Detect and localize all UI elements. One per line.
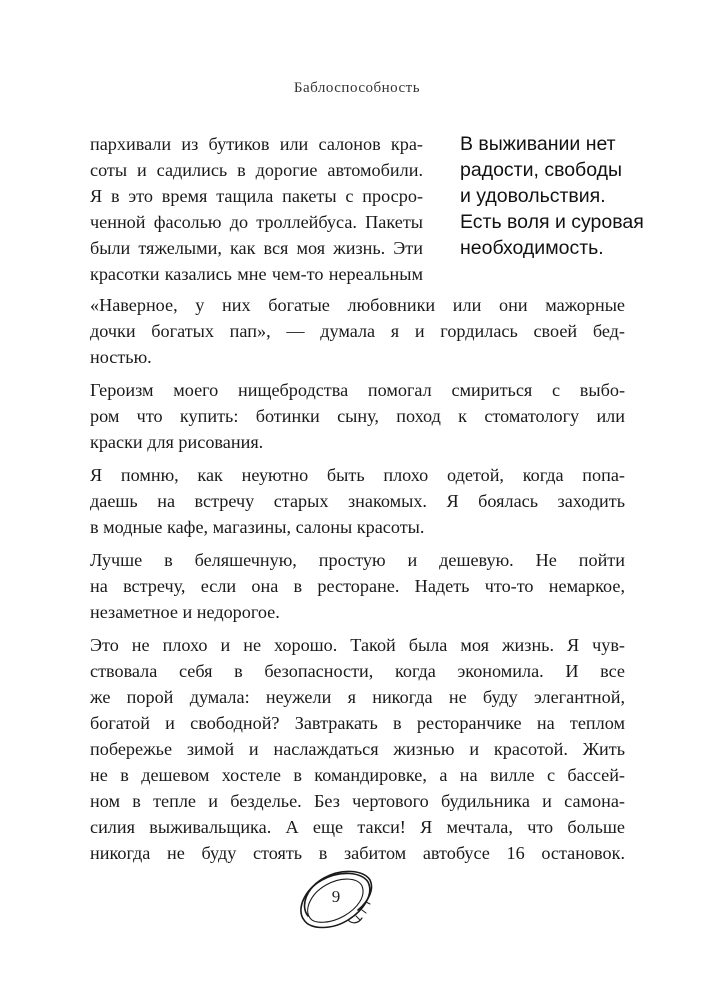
text-line: ченной фасолью до троллейбуса. Пакеты (90, 212, 423, 232)
text-line: «Наверное, у них богатые любовники или они мажорные (90, 295, 625, 315)
text-line: никогда не буду стоять в забитом автобусе 16 остановок. (90, 843, 625, 863)
paragraph-5 (90, 547, 625, 625)
pull-quote-line: и удовольствия. (460, 185, 606, 207)
text-line: ностью. (90, 347, 152, 367)
text-line: Я помню, как неуютно быть плохо одетой, когда попа- (90, 465, 625, 485)
text-line: ствовала себя в безопасности, когда экономила. И все (90, 661, 625, 681)
paragraph-6 (90, 632, 625, 866)
pull-quote-line: радости, свободы (460, 159, 623, 181)
text-line: Я в это время тащила пакеты с просро- (90, 186, 423, 206)
text-line: пархивали из бутиков или салонов кра- (90, 134, 423, 154)
text-line: соты и садились в дорогие автомобили. (90, 160, 423, 180)
text-line: красотки казались мне чем-то нереальным (90, 264, 423, 284)
pull-quote (460, 131, 680, 261)
text-line: даешь на встречу старых знакомых. Я боялась заходить (90, 491, 625, 511)
text-line: богатой и свободной? Завтракать в ресторанчике на теплом (90, 713, 625, 733)
paragraph-1 (90, 131, 423, 287)
text-line: в модные кафе, магазины, салоны красоты. (90, 517, 425, 537)
running-head: Баблоспособность (293, 80, 421, 96)
text-line: краски для рисования. (90, 432, 264, 452)
page-number: 9 (331, 887, 341, 906)
paragraph-3 (90, 377, 625, 455)
text-line: Это не плохо и не хорошо. Такой была моя жизнь. Я чув- (90, 635, 625, 655)
paragraph-4 (90, 462, 625, 540)
paragraph-2 (90, 292, 625, 370)
text-line: ном в тепле и безделье. Без чертового будильника и самона- (90, 791, 625, 811)
text-line: были тяжелыми, как вся моя жизнь. Эти (90, 238, 423, 258)
pull-quote-line: необходимость. (460, 237, 604, 259)
text-line: дочки богатых пап», — думала я и гордилась своей бед- (90, 321, 625, 341)
text-line: же порой думала: неужели я никогда не буду элегантной, (90, 687, 625, 707)
pull-quote-line: Есть воля и суровая (460, 211, 644, 233)
text-line: незаметное и недорогое. (90, 602, 280, 622)
text-line: побережье зимой и наслаждаться жизнью и красотой. Жить (90, 739, 625, 759)
text-line: не в дешевом хостеле в командировке, а на вилле с бассей- (90, 765, 625, 785)
text-line: Лучше в беляшечную, простую и дешевую. Не пойти (90, 550, 625, 570)
text-line: Героизм моего нищебродства помогал смириться с выбо- (90, 380, 625, 400)
text-line: ром что купить: ботинки сыну, поход к стоматологу или (90, 406, 625, 426)
text-line: на встречу, если она в ресторане. Надеть что-то немаркое, (90, 576, 625, 596)
text-line: силия выживальщика. А еще такси! Я мечтала, что больше (90, 817, 625, 837)
pull-quote-line: В выживании нет (460, 133, 616, 155)
